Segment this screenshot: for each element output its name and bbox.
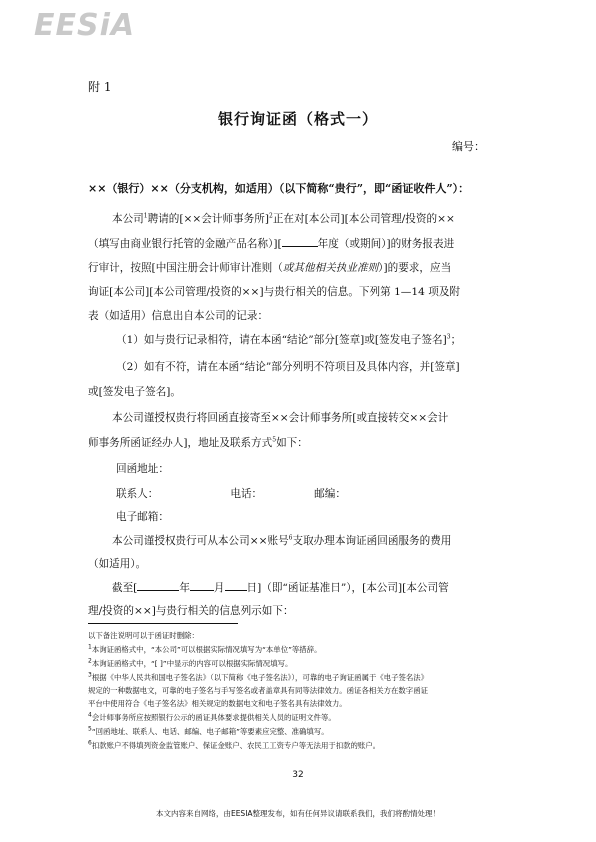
paragraph-line: 表（如适用）信息出自本公司的记录： — [88, 310, 269, 322]
paragraph-line: 本公司$^1$聘请的[××会计师事务所]$^2$正在对[本公司][本公司管理/投资的×× — [112, 212, 455, 225]
footnote: 平台中使用符合《电子签名法》相关规定的数据电文和电子签名具有法律效力。 — [88, 699, 347, 708]
page-title: 银行询证函（格式一） — [217, 110, 378, 128]
list-item: （1）如与贵行记录相符，请在本函“结论”部分[签章]或[签发电子签名]$^3$； — [116, 333, 462, 346]
doc-number-label: 编号： — [452, 140, 485, 153]
footer-notice: 本文内容来自网络，由EESIA整理发布，如有任何异议请联系我们，我们将酌情处理！ — [155, 809, 441, 818]
footnote: 规定的一种数据电文，可靠的电子签名与手写签名或者盖章具有同等法律效力。函证各相关方在数字函证 — [88, 686, 428, 695]
blank-underline — [225, 580, 247, 591]
footnote: $^5$“回函地址、联系人、电话、邮编、电子邮箱”等要素应完整、准确填写。 — [88, 725, 329, 736]
return-address-label: 回函地址： — [116, 463, 169, 475]
blank-underline — [137, 580, 179, 591]
blank-underline — [190, 580, 214, 591]
paragraph-line: 本公司谨授权贵行可从本公司××账号$^6$支取办理本询证函回函服务的费用 — [112, 534, 452, 547]
footnote: $^6$扣款账户不得填列资金监管账户、保证金账户、农民工工资专户等无法用于扣款的账户。 — [88, 739, 381, 750]
footnote: $^1$本询证函格式中，“本公司”可以根据实际情况填写为“本单位”等措辞。 — [88, 643, 322, 654]
list-item: （2）如有不符，请在本函“结论”部分列明不符项目及具体内容，并[签章] — [116, 361, 460, 373]
paragraph-line: 询证[本公司][本公司管理/投资的××]与贵行相关的信息。下列第 1—14 项及附 — [88, 286, 461, 298]
contact-row: 联系人： 电话： 邮编： — [116, 488, 346, 500]
list-item: 或[签发电子签名]。 — [88, 386, 182, 398]
paragraph-line: 师事务所函证经办人]，地址及联系方式$^5$如下： — [88, 436, 308, 449]
paragraph-line: 本公司谨授权贵行将回函直接寄至××会计师事务所[或直接转交××会计 — [112, 412, 449, 424]
paragraph-line: 理/投资的××]与贵行相关的信息列示如下： — [88, 605, 294, 617]
footnote-divider — [88, 623, 238, 624]
page-number: 32 — [292, 770, 304, 780]
email-label: 电子邮箱： — [116, 511, 169, 523]
blank-underline — [282, 236, 318, 247]
eesia-logo: EESiA — [34, 8, 136, 43]
attachment-label: 附 1 — [88, 80, 112, 94]
footnote: $^4$会计师事务所应按照银行公示的函证具体要求提供相关人员的证明文件等。 — [88, 711, 336, 722]
footnote-intro: 以下备注说明可以于函证时删除： — [88, 631, 199, 640]
footnote: $^3$根据《中华人民共和国电子签名法》（以下简称《电子签名法》），可靠的电子询证函属于《电子签名法》 — [88, 671, 429, 682]
paragraph-line: 行审计，按照[中国注册会计师审计准则（或其他相关执业准则）]的要求，应当 — [88, 262, 452, 274]
paragraph-line: 截至[ 年 月 日]（即“函证基准日”），[本公司][本公司管 — [112, 582, 449, 594]
paragraph-line: （如适用）。 — [88, 558, 147, 570]
paragraph-line: （填写由商业银行托管的金融产品名称）][ 年度（或期间）]的财务报表进 — [88, 238, 455, 250]
salutation: ××（银行）××（分支机构，如适用）（以下简称“贵行”，即“函证收件人”）： — [88, 182, 470, 195]
footnote: $^2$本询证函格式中，“[ ]”中显示的内容可以根据实际情况填写。 — [88, 657, 293, 668]
